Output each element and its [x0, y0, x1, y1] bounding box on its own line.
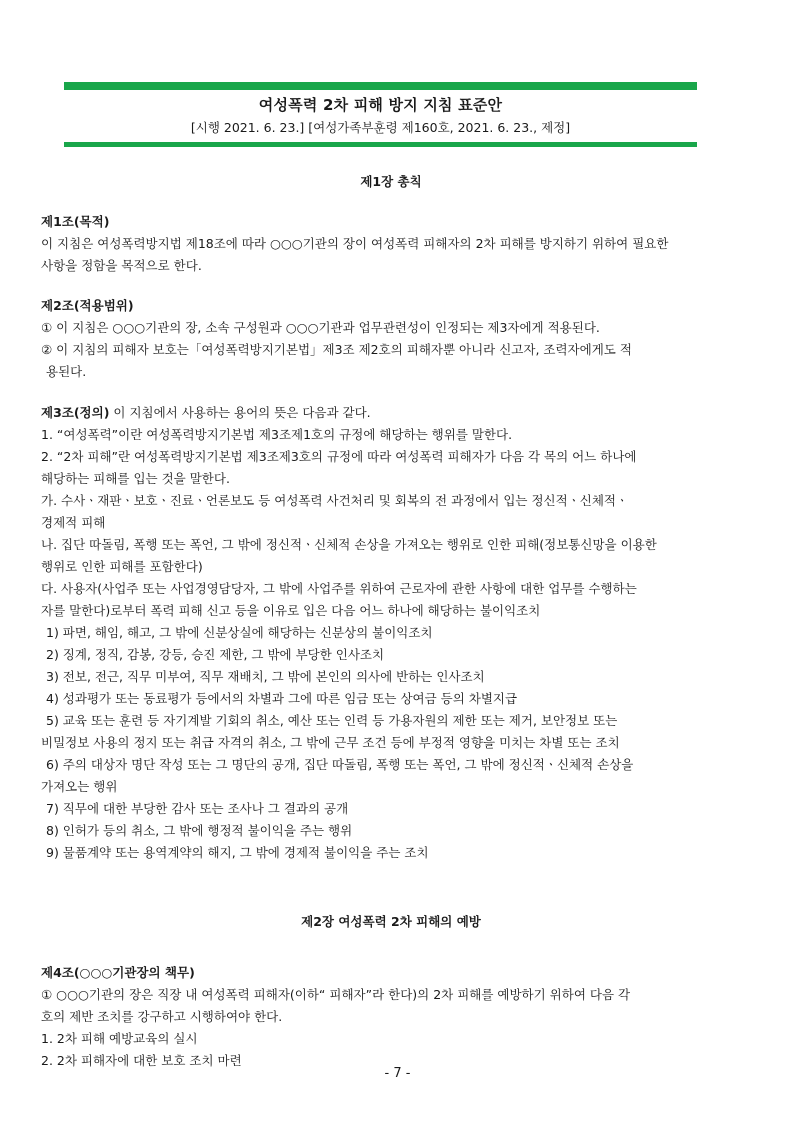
chapter-2-title: 제2장 여성폭력 2차 피해의 예방 — [301, 914, 481, 929]
article-3-item: 5) 교육 또는 훈련 등 자기계발 기회의 취소, 예산 또는 인력 등 가용자원의 제한 또는 제거, 보안정보 또는 — [46, 713, 618, 728]
document-title: 여성폭력 2차 피해 방지 지침 표준안 — [258, 96, 503, 114]
document-subtitle: [시행 2021. 6. 23.] [여성가족부훈령 제160호, 2021. 6. 23., 제정] — [190, 120, 571, 135]
article-2-line: ① 이 지침은 ○○○기관의 장, 소속 구성원과 ○○○기관과 업무관련성이 인정되는 제3자에게 적용된다. — [41, 320, 600, 335]
article-3-item: 비밀정보 사용의 정지 또는 취급 자격의 취소, 그 밖에 근무 조건 등에 부정적 영향을 미치는 차별 또는 조치 — [41, 735, 620, 750]
article-3-line: 해당하는 피해를 입는 것을 말한다. — [41, 471, 230, 486]
page-number: - 7 - — [384, 1066, 411, 1081]
article-1-line: 사항을 정함을 목적으로 한다. — [41, 258, 202, 273]
article-3-item: 2) 징계, 정직, 감봉, 강등, 승진 제한, 그 밖에 부당한 인사조치 — [46, 647, 385, 662]
article-3-intro: 이 지침에서 사용하는 용어의 뜻은 다음과 같다. — [109, 405, 371, 420]
header-rule-bottom — [64, 142, 697, 147]
article-3-item: 7) 직무에 대한 부당한 감사 또는 조사나 그 결과의 공개 — [46, 801, 349, 816]
article-3-item: 6) 주의 대상자 명단 작성 또는 그 명단의 공개, 집단 따돌림, 폭행 또는 폭언, 그 밖에 정신적ㆍ신체적 손상을 — [46, 757, 634, 772]
article-3-heading: 제3조(정의) — [41, 405, 110, 420]
article-4-heading: 제4조(○○○기관장의 책무) — [41, 965, 195, 980]
article-3-item: 9) 물품계약 또는 용역계약의 해지, 그 밖에 경제적 불이익을 주는 조치 — [46, 845, 429, 860]
article-3-item: 가져오는 행위 — [41, 779, 118, 794]
article-3-line: 가. 수사ㆍ재판ㆍ보호ㆍ진료ㆍ언론보도 등 여성폭력 사건처리 및 회복의 전 과정에서 입는 정신적ㆍ신체적ㆍ — [41, 493, 629, 508]
chapter-1-title: 제1장 총칙 — [360, 174, 422, 189]
article-2-heading: 제2조(적용범위) — [41, 298, 134, 313]
article-3-line: 2. “2차 피해”란 여성폭력방지기본법 제3조제3호의 규정에 따라 여성폭력 피해자가 다음 각 목의 어느 하나에 — [41, 449, 637, 464]
article-1-heading: 제1조(목적) — [41, 214, 110, 229]
article-3-line: 1. “여성폭력”이란 여성폭력방지기본법 제3조제1호의 규정에 해당하는 행위를 말한다. — [41, 427, 513, 442]
article-1-line: 이 지침은 여성폭력방지법 제18조에 따라 ○○○기관의 장이 여성폭력 피해자의 2차 피해를 방지하기 위하여 필요한 — [41, 236, 669, 251]
article-3-item: 4) 성과평가 또는 동료평가 등에서의 차별과 그에 따른 임금 또는 상여금 등의 차별지급 — [46, 691, 518, 706]
article-3-item: 1) 파면, 해임, 해고, 그 밖에 신분상실에 해당하는 신분상의 불이익조치 — [46, 625, 433, 640]
article-3-item: 8) 인허가 등의 취소, 그 밖에 행정적 불이익을 주는 행위 — [46, 823, 353, 838]
article-4-line: 1. 2차 피해 예방교육의 실시 — [41, 1031, 198, 1046]
article-3-line: 다. 사용자(사업주 또는 사업경영담당자, 그 밖에 사업주를 위하여 근로자에 관한 사항에 대한 업무를 수행하는 — [41, 581, 637, 596]
article-3-line: 나. 집단 따돌림, 폭행 또는 폭언, 그 밖에 정신적ㆍ신체적 손상을 가져오는 행위로 인한 피해(정보통신망을 이용한 — [41, 537, 657, 552]
article-3-item: 3) 전보, 전근, 직무 미부여, 직무 재배치, 그 밖에 본인의 의사에 반하는 인사조치 — [46, 669, 485, 684]
header-rule-top — [64, 82, 697, 90]
article-4-line: 2. 2차 피해자에 대한 보호 조치 마련 — [41, 1053, 242, 1068]
article-4-line: ① ○○○기관의 장은 직장 내 여성폭력 피해자(이하“ 피해자”라 한다)의 2차 피해를 예방하기 위하여 다음 각 — [41, 987, 631, 1002]
article-2-line: 용된다. — [46, 364, 87, 379]
article-4-line: 호의 제반 조치를 강구하고 시행하여야 한다. — [41, 1009, 283, 1024]
article-3-line: 행위로 인한 피해를 포함한다) — [41, 559, 203, 574]
article-2-line: ② 이 지침의 피해자 보호는「여성폭력방지기본법」제3조 제2호의 피해자뿐 아니라 신고자, 조력자에게도 적 — [41, 342, 632, 357]
article-3-line: 경제적 피해 — [41, 515, 106, 530]
article-3-heading-line — [41, 405, 371, 421]
article-3-line: 자를 말한다)로부터 폭력 피해 신고 등을 이유로 입은 다음 어느 하나에 해당하는 불이익조치 — [41, 603, 541, 618]
